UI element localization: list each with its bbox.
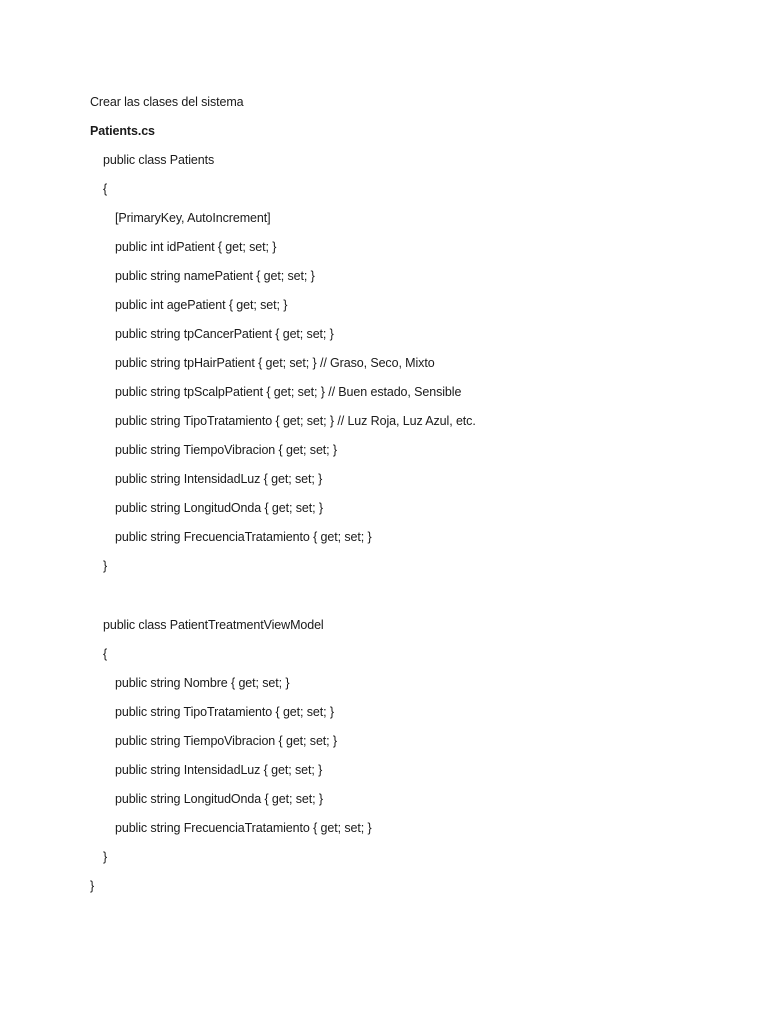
- code-line: public string tpHairPatient { get; set; } // Graso, Seco, Mixto: [115, 356, 435, 370]
- code-line: {: [103, 182, 108, 196]
- code-line: [PrimaryKey, AutoIncrement]: [115, 211, 271, 225]
- code-line: public string IntensidadLuz { get; set; }: [115, 472, 323, 486]
- filename-heading: Patients.cs: [90, 124, 155, 138]
- code-line: {: [103, 647, 108, 661]
- code-line: }: [103, 559, 108, 573]
- code-line: }: [90, 879, 95, 893]
- code-line: public class PatientTreatmentViewModel: [103, 618, 324, 632]
- code-line: public string tpScalpPatient { get; set; } // Buen estado, Sensible: [115, 385, 462, 399]
- code-line: public string TipoTratamiento { get; set; } // Luz Roja, Luz Azul, etc.: [115, 414, 476, 428]
- code-line: public string FrecuenciaTratamiento { get; set; }: [115, 821, 372, 835]
- code-line: public string Nombre { get; set; }: [115, 676, 290, 690]
- code-line: public string TipoTratamiento { get; set; }: [115, 705, 334, 719]
- code-line: public string LongitudOnda { get; set; }: [115, 501, 323, 515]
- code-line: }: [103, 850, 108, 864]
- code-line: public string namePatient { get; set; }: [115, 269, 315, 283]
- code-line: public string FrecuenciaTratamiento { get; set; }: [115, 530, 372, 544]
- code-line: public string tpCancerPatient { get; set; }: [115, 327, 334, 341]
- code-line: public string LongitudOnda { get; set; }: [115, 792, 323, 806]
- code-line: public int idPatient { get; set; }: [115, 240, 277, 254]
- code-line: public string TiempoVibracion { get; set; }: [115, 443, 337, 457]
- code-line: public class Patients: [103, 153, 215, 167]
- code-line: public string TiempoVibracion { get; set; }: [115, 734, 337, 748]
- code-line: public string IntensidadLuz { get; set; }: [115, 763, 323, 777]
- intro-text: Crear las clases del sistema: [90, 95, 244, 109]
- code-line: public int agePatient { get; set; }: [115, 298, 288, 312]
